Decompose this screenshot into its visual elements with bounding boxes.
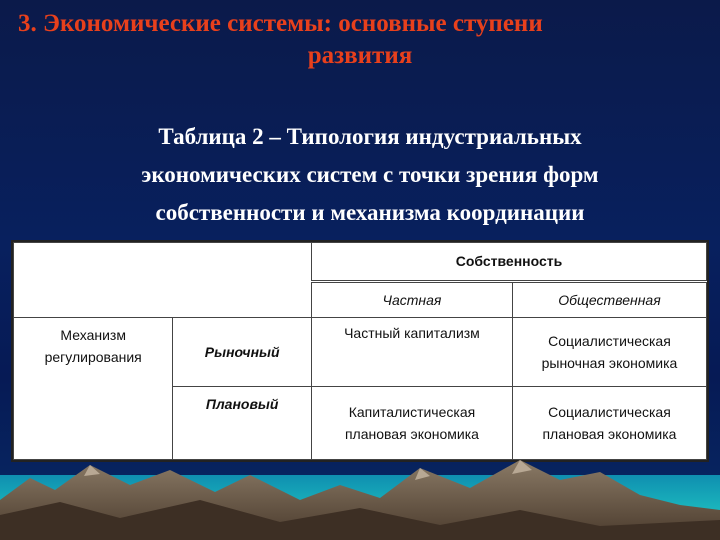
table-caption-line1: Таблица 2 – Типология индустриальных <box>158 124 582 149</box>
mountain-landscape-illustration <box>0 430 720 540</box>
slide-title-line2: развития <box>307 42 413 69</box>
cell-private-capitalism: Частный капитализм <box>311 318 512 387</box>
row-market-label: Рыночный <box>173 318 312 387</box>
table-caption <box>60 118 680 232</box>
public-header: Общественная <box>512 281 706 318</box>
mechanism-label: Механизм регулирования <box>14 318 173 460</box>
table-caption-line2: экономических систем с точки зрения форм <box>141 162 599 187</box>
table-caption-line3: собственности и механизма координации <box>155 200 585 225</box>
empty-corner-cell <box>14 243 312 318</box>
cell-socialist-market: Социалистическая рыночная экономика <box>512 318 706 387</box>
cell-capitalist-planned: Капиталистическая плановая экономика <box>311 386 512 459</box>
slide-title-line1: 3. Экономические системы: основные ступени <box>18 10 543 37</box>
row-planned-label: Плановый <box>173 386 312 459</box>
cell-socialist-planned: Социалистическая плановая экономика <box>512 386 706 459</box>
private-header: Частная <box>311 281 512 318</box>
slide-title <box>0 8 720 72</box>
typology-table <box>11 240 709 462</box>
ownership-header: Собственность <box>311 243 706 282</box>
